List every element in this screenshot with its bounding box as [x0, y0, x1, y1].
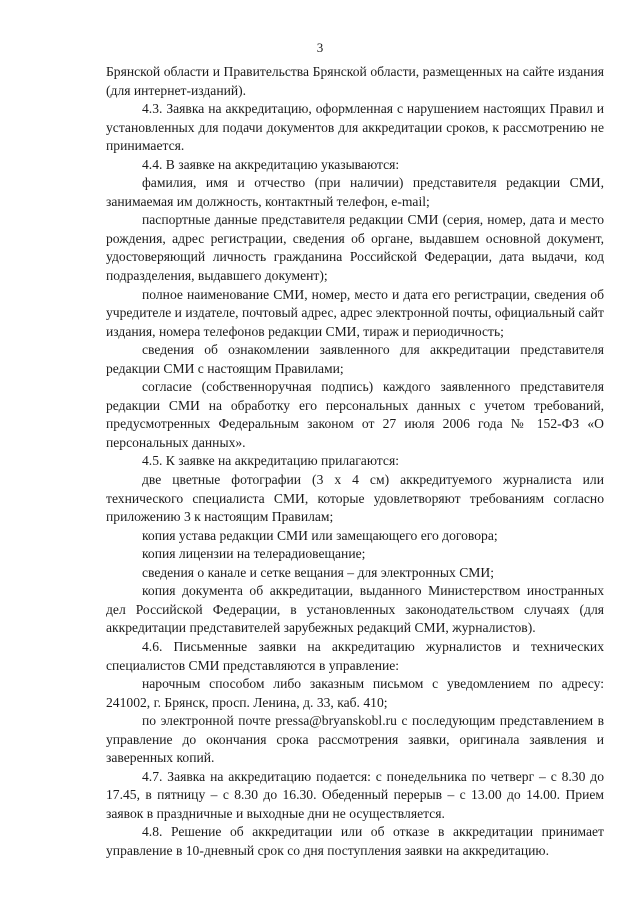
paragraph-4-3: 4.3. Заявка на аккредитацию, оформленная с нарушением настоящих Правил и установленных для подачи документов для аккредитации сроков, к рассмотрению не принимается.: [106, 101, 604, 154]
paragraph-4-5-item-2: копия устава редакции СМИ или замещающего его договора;: [142, 527, 498, 543]
paragraph-4-5-item-1: две цветные фотографии (3 x 4 см) аккредитуемого журналиста или технического специалиста СМИ, которые удовлетворяют требованиям согласно приложению 3 к настоящим Правилам;: [106, 472, 604, 525]
paragraph-4-5-item-5: копия документа об аккредитации, выданного Министерством иностранных дел Российской Федерации, в установленных законодательством случаях (для аккредитации представителей зарубежных редакций СМИ, журналистов).: [106, 583, 604, 636]
paragraph-4-6: 4.6. Письменные заявки на аккредитацию журналистов и технических специалистов СМИ представляются в управление:: [106, 638, 604, 673]
page-number: 3: [316, 40, 324, 55]
paragraph-4-6-item-1: нарочным способом либо заказным письмом с уведомлением по адресу: 241002, г. Брянск, просп. Ленина, д. 33, каб. 410;: [106, 676, 604, 710]
paragraph-4-4-item-5: согласие (собственноручная подпись) каждого заявленного представителя редакции СМИ на обработку его персональных данных с учетом требований, предусмотренных Федеральным законом от 27 июля 2006 года № 152-ФЗ «О персональных данных».: [106, 379, 604, 450]
paragraph-4-6-item-2: по электронной почте pressa@bryanskobl.ru с последующим представлением в управление до окончания срока рассмотрения заявки, оригинала заявления и заверенных копий.: [106, 713, 604, 766]
paragraph-4-4: 4.4. В заявке на аккредитацию указываются:: [142, 156, 400, 172]
paragraph-4-7: 4.7. Заявка на аккредитацию подается: с понедельника по четверг – с 8.30 до 17.45, в пятницу – с 8.30 до 16.30. Обеденный перерыв – с 13.00 до 14.00. Прием заявок в праздничные и выходные дни не осуществляется.: [106, 768, 604, 821]
paragraph-4-5-item-3: копия лицензии на телерадиовещание;: [142, 546, 366, 562]
paragraph-4-5-item-4: сведения о канале и сетке вещания – для электронных СМИ;: [142, 564, 494, 580]
paragraph-4-4-item-1: фамилия, имя и отчество (при наличии) представителя редакции СМИ, занимаемая им должность, контактный телефон, e-mail;: [106, 175, 604, 209]
paragraph-4-4-item-4: сведения об ознакомлении заявленного для аккредитации представителя редакции СМИ с настоящим Правилами;: [106, 342, 604, 376]
paragraph-4-8: 4.8. Решение об аккредитации или об отказе в аккредитации принимает управление в 10-дневный срок со дня поступления заявки на аккредитацию.: [106, 824, 604, 858]
paragraph-4-4-item-2: паспортные данные представителя редакции СМИ (серия, номер, дата и место рождения, адрес регистрации, сведения об органе, выдавшем основной документ, удостоверяющий личность гражданина Российской Федерации, дата выдачи, код подразделения, выдавшего документ);: [106, 212, 604, 284]
paragraph-4-5: 4.5. К заявке на аккредитацию прилагаются:: [142, 453, 399, 469]
paragraph-continuation: Брянской области и Правительства Брянской области, размещенных на сайте издания (для интернет-изданий).: [106, 64, 604, 98]
paragraph-4-4-item-3: полное наименование СМИ, номер, место и дата его регистрации, сведения об учредителе и издателе, почтовый адрес, адрес электронной почты, официальный сайт издания, номера телефонов редакции СМИ, тираж и периодичность;: [106, 286, 604, 339]
document-body: [106, 63, 604, 861]
